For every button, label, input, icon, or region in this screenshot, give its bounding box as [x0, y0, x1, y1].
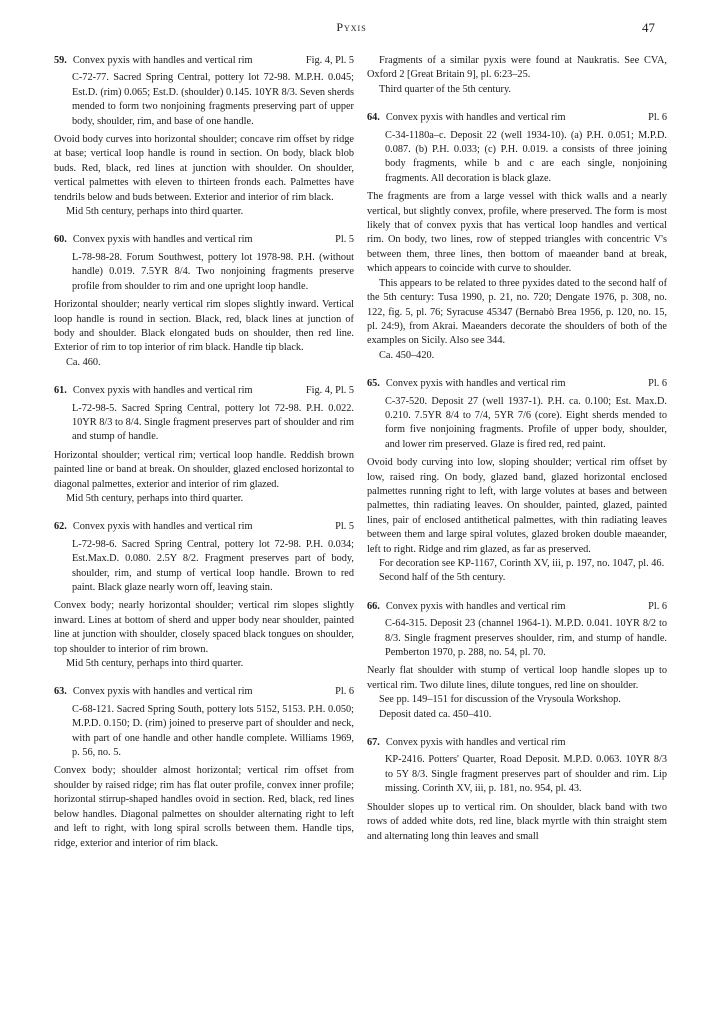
- entry-title: Convex pyxis with handles and vertical rim: [385, 112, 566, 124]
- entry-description: Ovoid body curving into low, sloping shoulder; vertical rim offset by low, raised ring. On body, glazed band, glazed horizontal enclosed palmettes running right to left, with large volutes at bases and between palmettes, thin radiating leaves. On shoulder, painted, glazed, painted lines, pair of enclosed antithetical palmettes, with thin radiating leaves between them and large spiral volutes, glazed broken double maeander, left to right. Ridge and rim glazed, as far as preserved.: [367, 457, 667, 555]
- entry-title: Convex pyxis with handles and vertical rim: [72, 385, 253, 397]
- catalogue-entry-65: [367, 377, 667, 586]
- entry-heading: [367, 736, 667, 750]
- entry-number: 67.: [367, 737, 380, 749]
- entry-date: Ca. 450–420.: [379, 349, 435, 361]
- catalogue-entry-61: [54, 384, 354, 506]
- entry-figure-ref: Pl. 6: [648, 378, 667, 390]
- entry-heading: [54, 685, 354, 699]
- catalogue-entry-63: [54, 685, 354, 850]
- entry-note: Ca. 460.: [66, 356, 101, 368]
- entry-number: 66.: [367, 600, 380, 612]
- entry-title-line: [367, 377, 565, 391]
- entry-number: 62.: [54, 521, 67, 533]
- entry-date: Deposit dated ca. 450–410.: [379, 708, 492, 720]
- entry-number: 65.: [367, 378, 380, 390]
- entry-catalogue-data: C-37-520. Deposit 27 (well 1937-1). P.H. ca. 0.100; Est. Max.D. 0.210. 7.5YR 8/4 to 7/4, 5YR 7/6 (core). Eight sherds mended to form five nonjoining fragments. Profile of upper body, shoulder, and lower rim preserved. Glaze is fired red, red paint.: [385, 395, 667, 450]
- entry-note: Mid 5th century, perhaps into third quarter.: [66, 492, 244, 504]
- entry-heading: [54, 520, 354, 534]
- entry-description: Ovoid body curves into horizontal shoulder; concave rim offset by ridge at base; vertical loop handle is round in section. On body, black blob buds. Red, black, red lines at junction with shoulder. On shoulder, vertical palmettes with eleven to thirteen fronds each. Palmettes have tendrils below and buds between. Exterior and interior of rim black.: [54, 134, 354, 203]
- entry-note: This appears to be related to three pyxides dated to the second half of the 5th century: Tusa 1990, p. 21, no. 720; Dengate 1976, p. 308, no. 122, fig. 5, pl. 76; Syracuse 45347 (Bernabò Brea 1956, p. 120, no. 15, pl. 24:9), from Akrai. Maeanders decorate the shoulders of both of the examples on Sicily. Also see 344.: [367, 277, 667, 347]
- entry-heading: [367, 377, 667, 391]
- entry-title-line: [54, 520, 252, 534]
- entry-title: Convex pyxis with handles and vertical rim: [72, 521, 253, 533]
- entry-catalogue-data: L-72-98-6. Sacred Spring Central, pottery lot 72-98. P.H. 0.034; Est.Max.D. 0.080. 2.5Y 8/2. Fragment preserves part of body, shoulder, rim, and stump of vertical loop handle. Brown to red paint. Black glaze nearly worn off, leaving stain.: [72, 538, 354, 593]
- entry-number: 64.: [367, 112, 380, 124]
- catalogue-entry-63-continued: [367, 54, 667, 97]
- page-header: [0, 20, 703, 42]
- entry-title: Convex pyxis with handles and vertical rim: [385, 378, 566, 390]
- catalogue-entry-60: [54, 233, 354, 370]
- entry-title-line: [367, 600, 565, 614]
- entry-number: 61.: [54, 385, 67, 397]
- entry-catalogue-data: C-72-77. Sacred Spring Central, pottery lot 72-98. M.P.H. 0.045; Est.D. (rim) 0.065; Est.D. (shoulder) 0.145. 10YR 8/3. Seven sherds mended to form two nonjoining fragments preserving part of upper body, shoulder, rim, and base of one handle.: [72, 72, 354, 127]
- entry-title-line: [54, 233, 252, 247]
- entry-date: Third quarter of the 5th century.: [379, 83, 511, 95]
- entry-note: Mid 5th century, perhaps into third quarter.: [66, 206, 244, 218]
- entry-catalogue-data: C-68-121. Sacred Spring South, pottery lots 5152, 5153. P.H. 0.050; M.P.D. 0.150; D. (rim) joined to preserve part of shoulder and neck, with part of one handle and other handle complete. Williams 1969, p. 56, no. 5.: [72, 703, 354, 759]
- entry-heading: [54, 233, 354, 247]
- catalogue-entry-67: [367, 736, 667, 844]
- entry-number: 60.: [54, 234, 67, 246]
- catalogue-entry-59: [54, 54, 354, 219]
- entry-heading: [367, 600, 667, 614]
- entry-note: Mid 5th century, perhaps into third quarter.: [66, 658, 244, 670]
- entry-description: Horizontal shoulder; vertical rim; vertical loop handle. Reddish brown painted line or band at break. On shoulder, glazed enclosed horizontal to diagonal palmettes, exterior and interior of rim glazed.: [54, 449, 354, 490]
- entry-title-line: [54, 54, 252, 68]
- entry-title: Convex pyxis with handles and vertical rim: [72, 234, 253, 246]
- entry-figure-ref: Pl. 6: [648, 600, 667, 612]
- entry-note: For decoration see KP-1167, Corinth XV, iii, p. 197, no. 1047, pl. 46.: [379, 558, 665, 569]
- left-column: [54, 54, 354, 851]
- entry-catalogue-data: C-34-1180a–c. Deposit 22 (well 1934-10). (a) P.H. 0.051; M.P.D. 0.087. (b) P.H. 0.033; (c) P.H. 0.019. a consists of three joining body fragments, while b and c are each single, nonjoining fragments. All decoration is black glaze.: [385, 129, 667, 184]
- entry-note: See pp. 149–151 for discussion of the Vrysoula Workshop.: [379, 694, 621, 706]
- catalogue-entry-66: [367, 600, 667, 722]
- entry-title: Convex pyxis with handles and vertical rim: [72, 686, 253, 698]
- entry-catalogue-data: L-78-98-28. Forum Southwest, pottery lot 1978-98. P.H. (without handle) 0.019. 7.5YR 8/4. Two nonjoining fragments preserve profile from shoulder to rim and one upright loop handle.: [72, 251, 354, 292]
- right-column: [367, 54, 667, 844]
- entry-description: Shoulder slopes up to vertical rim. On shoulder, black band with two rows of added white dots, red line, black myrtle with thin straight stem and alternating long thin leaves and small: [367, 801, 667, 842]
- entry-description: Horizontal shoulder; nearly vertical rim slopes slightly inward. Vertical loop handle is round in section. Black, red, black lines at junction of body and shoulder. Black elongated buds on shoulder, then red line. Exterior of rim to top interior of rim black. Handle tip black.: [54, 299, 354, 354]
- entry-title: Convex pyxis with handles and vertical rim: [385, 737, 566, 749]
- entry-description: Convex body; nearly horizontal shoulder; vertical rim slopes slightly inward. Lines at bottom of sherd and upper body near shoulder, painted line at junction with shoulder, closely spaced black tongues on shoulder, top shoulder to interior of rim brown.: [54, 600, 354, 655]
- entry-note: Fragments of a similar pyxis were found at Naukratis. See CVA, Oxford 2 [Great Britain 9], pl. 6:23–25.: [367, 55, 667, 81]
- entry-description: The fragments are from a large vessel with thick walls and a nearly vertical, but slightly convex, profile, where preserved. The form is most likely that of convex pyxis that has vertical loop handles and vertical rim. On body, two lines, row of stepped triangles with concentric V's between them, three lines, then bottom of maeander band at break, which appears to coincide with curve to shoulder.: [367, 191, 667, 275]
- entry-title-line: [54, 685, 252, 699]
- entry-catalogue-data: KP-2416. Potters' Quarter, Road Deposit. M.P.D. 0.063. 10YR 8/3 to 5Y 8/3. Single fragment preserves part of shoulder and rim. Lip missing. Corinth XV, iii, p. 181, no. 954, pl. 43.: [385, 754, 667, 795]
- catalogue-entry-62: [54, 520, 354, 671]
- catalogue-entry-64: [367, 111, 667, 363]
- entry-heading: [54, 54, 354, 68]
- running-head: Pyxis: [336, 20, 367, 34]
- page-number: 47: [642, 20, 655, 35]
- entry-catalogue-data: C-64-315. Deposit 23 (channel 1964-1). M.P.D. 0.041. 10YR 8/2 to 8/3. Single fragment preserves shoulder, rim, and stump of handle. Pemberton 1970, p. 288, no. 54, pl. 70.: [385, 618, 667, 659]
- entry-catalogue-data: L-72-98-5. Sacred Spring Central, pottery lot 72-98. P.H. 0.022. 10YR 8/3 to 8/4. Single fragment preserves part of shoulder and rim and stump of handle.: [72, 402, 354, 443]
- entry-number: 63.: [54, 686, 67, 698]
- entry-title: Convex pyxis with handles and vertical rim: [385, 600, 566, 612]
- entry-figure-ref: Pl. 6: [648, 112, 667, 124]
- entry-description: Nearly flat shoulder with stump of vertical loop handle slopes up to vertical rim. Two dilute lines, dilute tongues, red line on shoulder.: [367, 665, 667, 691]
- entry-heading: [367, 111, 667, 125]
- entry-title-line: [367, 111, 565, 125]
- entry-figure-ref: Pl. 6: [335, 686, 354, 698]
- entry-heading: [54, 384, 354, 398]
- entry-title: Convex pyxis with handles and vertical rim: [72, 55, 253, 66]
- entry-figure-ref: Pl. 5: [335, 234, 354, 246]
- entry-figure-ref: Pl. 5: [335, 521, 354, 533]
- entry-description: Convex body; shoulder almost horizontal; vertical rim offset from shoulder by raised ridge; rim has flat outer profile, convex inner profile; horizontal stirrup-shaped handles ovoid in section. Red, black, red lines below handles. Diagonal palmettes on shoulder alternating right to left and left to right, with long spiral scrolls between them. Handle tips, ridge, exterior and interior of rim black.: [54, 765, 354, 849]
- entry-title-line: [54, 384, 252, 398]
- entry-figure-ref: Fig. 4, Pl. 5: [305, 385, 354, 397]
- entry-figure-ref: Fig. 4, Pl. 5: [305, 55, 354, 66]
- entry-number: 59.: [54, 55, 67, 66]
- entry-date: Second half of the 5th century.: [379, 572, 506, 584]
- entry-title-line: [367, 736, 565, 750]
